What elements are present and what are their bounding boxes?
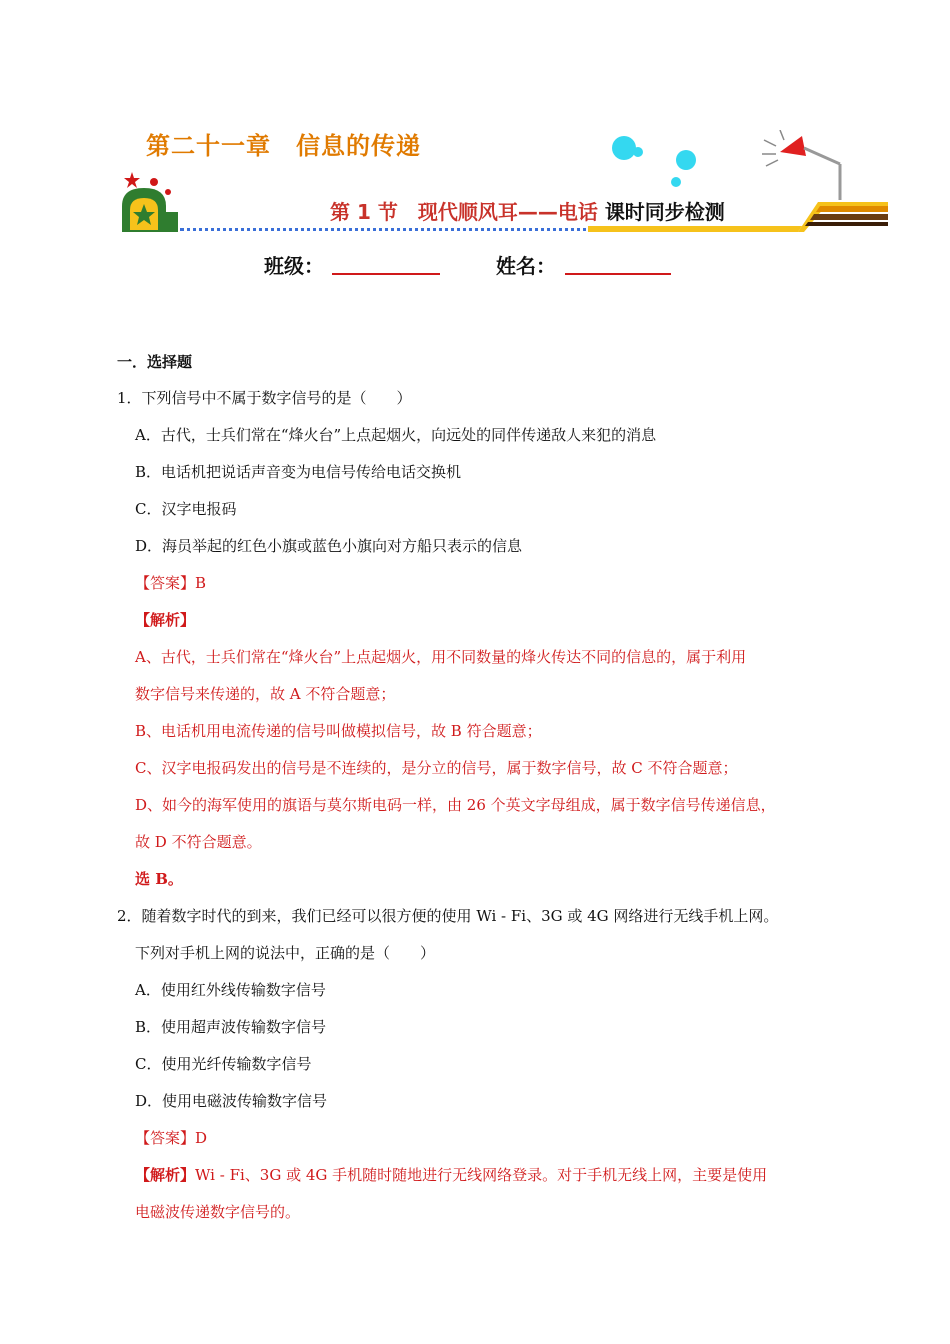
- question-2-option-c: C．使用光纤传输数字信号: [135, 1055, 312, 1073]
- banner-divider: [180, 228, 600, 231]
- question-1-analysis-line: 故 D 不符合题意。: [135, 833, 262, 851]
- question-1-analysis-line: 数字信号来传递的，故 A 不符合题意；: [135, 685, 396, 703]
- section-title: [330, 196, 725, 225]
- question-2-analysis-line: 电磁波传递数字信号的。: [135, 1203, 301, 1221]
- name-label: 姓名：: [496, 254, 556, 278]
- question-2-answer: 【答案】D: [135, 1129, 208, 1147]
- question-2-option-a: A．使用红外线传输数字信号: [135, 981, 326, 999]
- question-1-option-d: D．海员举起的红色小旗或蓝色小旗向对方船只表示的信息: [135, 537, 523, 555]
- question-1-option-b: B．电话机把说话声音变为电信号传给电话交换机: [135, 463, 462, 481]
- question-1-analysis-line: A、古代，士兵们常在“烽火台”上点起烟火，用不同数量的烽火传达不同的信息的，属于利用: [135, 648, 747, 666]
- chapter-title: 第二十一章 信息的传递: [146, 132, 421, 160]
- question-2-option-b: B．使用超声波传输数字信号: [135, 1018, 327, 1036]
- question-1-analysis-line: B、电话机用电流传递的信号叫做模拟信号，故 B 符合题意；: [135, 722, 542, 740]
- question-2-stem: 2．随着数字时代的到来，我们已经可以很方便的使用 Wi - Fi、3G 或 4G 网络进行无线手机上网。: [117, 907, 779, 925]
- question-1-answer: 【答案】B: [135, 574, 207, 592]
- section-name: 第 1 节 现代顺风耳——电话: [330, 200, 598, 224]
- class-blank[interactable]: [332, 273, 440, 275]
- question-2-option-d: D．使用电磁波传输数字信号: [135, 1092, 328, 1110]
- question-1-option-c: C．汉字电报码: [135, 500, 237, 518]
- question-2-analysis: [135, 1165, 767, 1185]
- section-subtitle: 课时同步检测: [604, 200, 725, 224]
- question-2-analysis-label: 【解析】: [135, 1166, 196, 1184]
- question-1-stem: 1．下列信号中不属于数字信号的是（ ）: [117, 389, 412, 407]
- star-badge-icon: [118, 168, 188, 234]
- question-2-analysis-text: Wi - Fi、3G 或 4G 手机随时随地进行无线网络登录。对于手机无线上网，主要是使用: [195, 1166, 768, 1184]
- class-label: 班级：: [264, 254, 324, 278]
- question-2-stem-cont: 下列对手机上网的说法中，正确的是（ ）: [135, 944, 436, 962]
- question-1-option-a: A．古代，士兵们常在“烽火台”上点起烟火，向远处的同伴传递敌人来犯的消息: [135, 426, 657, 444]
- question-1-analysis-label: 【解析】: [135, 611, 196, 629]
- question-1-analysis-line: C、汉字电报码发出的信号是不连续的，是分立的信号，属于数字信号，故 C 不符合题意；: [135, 759, 738, 777]
- question-1-analysis-line: D、如今的海军使用的旗语与莫尔斯电码一样，由 26 个英文字母组成，属于数字信号传递信息，: [135, 796, 776, 814]
- section-heading: 一．选择题: [117, 353, 193, 371]
- question-1-choice: 选 B。: [135, 870, 183, 888]
- name-blank[interactable]: [565, 273, 671, 275]
